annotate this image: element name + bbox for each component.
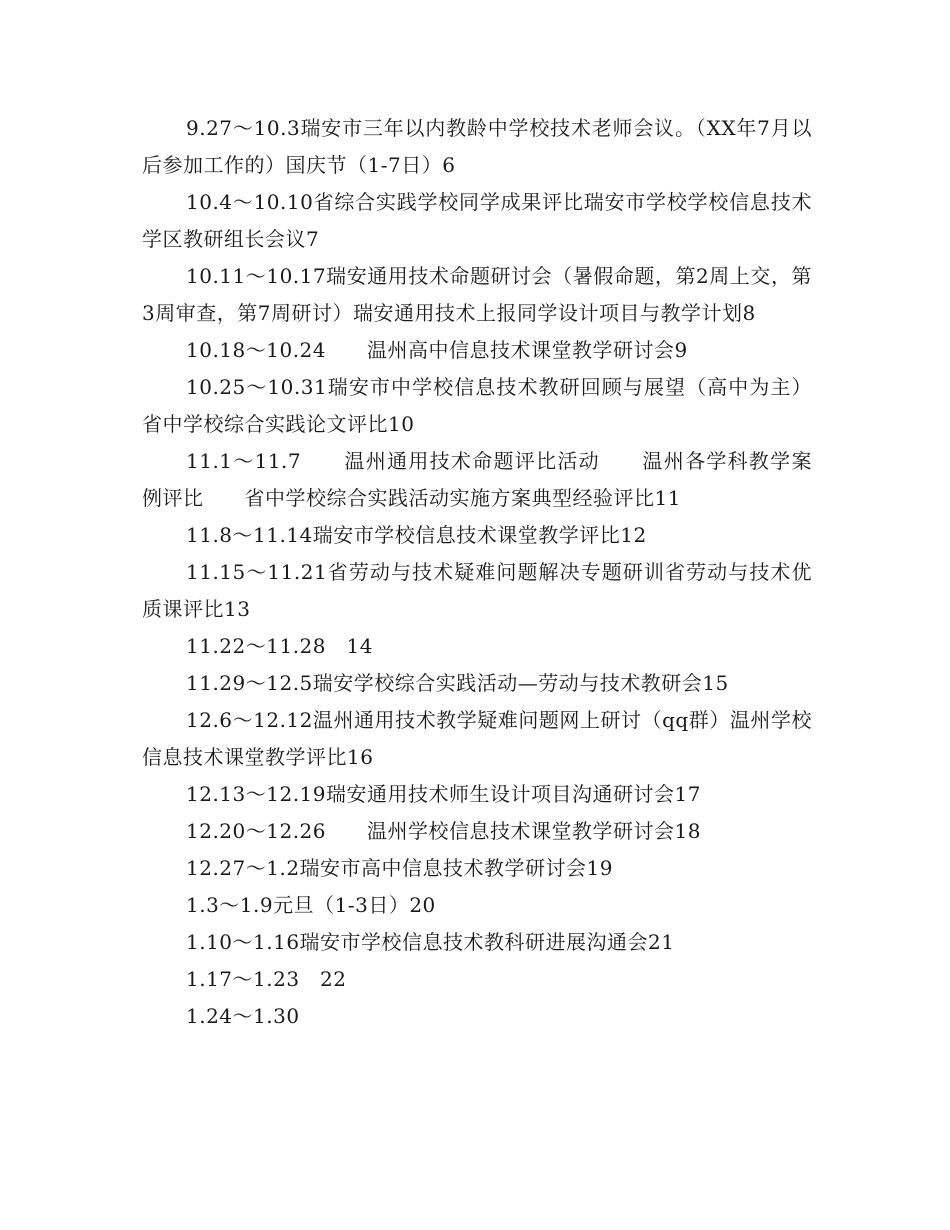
schedule-paragraph: 10.25～10.31瑞安市中学校信息技术教研回顾与展望（高中为主）省中学校综合实践论文评比10: [142, 375, 812, 436]
schedule-paragraph: 11.22～11.28 14: [186, 634, 373, 658]
schedule-paragraph: 10.11～10.17瑞安通用技术命题研讨会（暑假命题，第2周上交，第3周审查，第7周研讨）瑞安通用技术上报同学设计项目与教学计划8: [142, 264, 812, 325]
schedule-paragraph: 11.29～12.5瑞安学校综合实践活动—劳动与技术教研会15: [186, 671, 729, 695]
schedule-paragraph: 12.6～12.12温州通用技术教学疑难问题网上研讨（qq群）温州学校信息技术课堂教学评比16: [142, 708, 812, 769]
schedule-paragraph: 1.10～1.16瑞安市学校信息技术教科研进展沟通会21: [186, 930, 675, 954]
schedule-paragraph: 1.3～1.9元旦（1-3日）20: [186, 893, 436, 917]
schedule-paragraph: 11.15～11.21省劳动与技术疑难问题解决专题研训省劳动与技术优质课评比13: [142, 560, 812, 621]
schedule-paragraph: 11.8～11.14瑞安市学校信息技术课堂教学评比12: [186, 523, 647, 547]
schedule-paragraph: 1.17～1.23 22: [186, 967, 347, 991]
schedule-paragraph: 10.18～10.24 温州高中信息技术课堂教学研讨会9: [186, 338, 688, 362]
schedule-paragraph: 12.20～12.26 温州学校信息技术课堂教学研讨会18: [186, 819, 701, 843]
schedule-paragraph: 1.24～1.30: [186, 1004, 300, 1028]
schedule-paragraph: 11.1～11.7 温州通用技术命题评比活动 温州各学科教学案例评比 省中学校综合实践活动实施方案典型经验评比11: [142, 449, 812, 510]
schedule-paragraph: 12.13～12.19瑞安通用技术师生设计项目沟通研讨会17: [186, 782, 701, 806]
schedule-paragraph: 10.4～10.10省综合实践学校同学成果评比瑞安市学校学校信息技术学区教研组长会议7: [142, 190, 812, 251]
schedule-paragraph: 9.27～10.3瑞安市三年以内教龄中学校技术老师会议。（XX年7月以后参加工作的）国庆节（1-7日）6: [142, 116, 812, 177]
schedule-paragraph: 12.27～1.2瑞安市高中信息技术教学研讨会19: [186, 856, 614, 880]
document-body: [142, 110, 812, 1035]
